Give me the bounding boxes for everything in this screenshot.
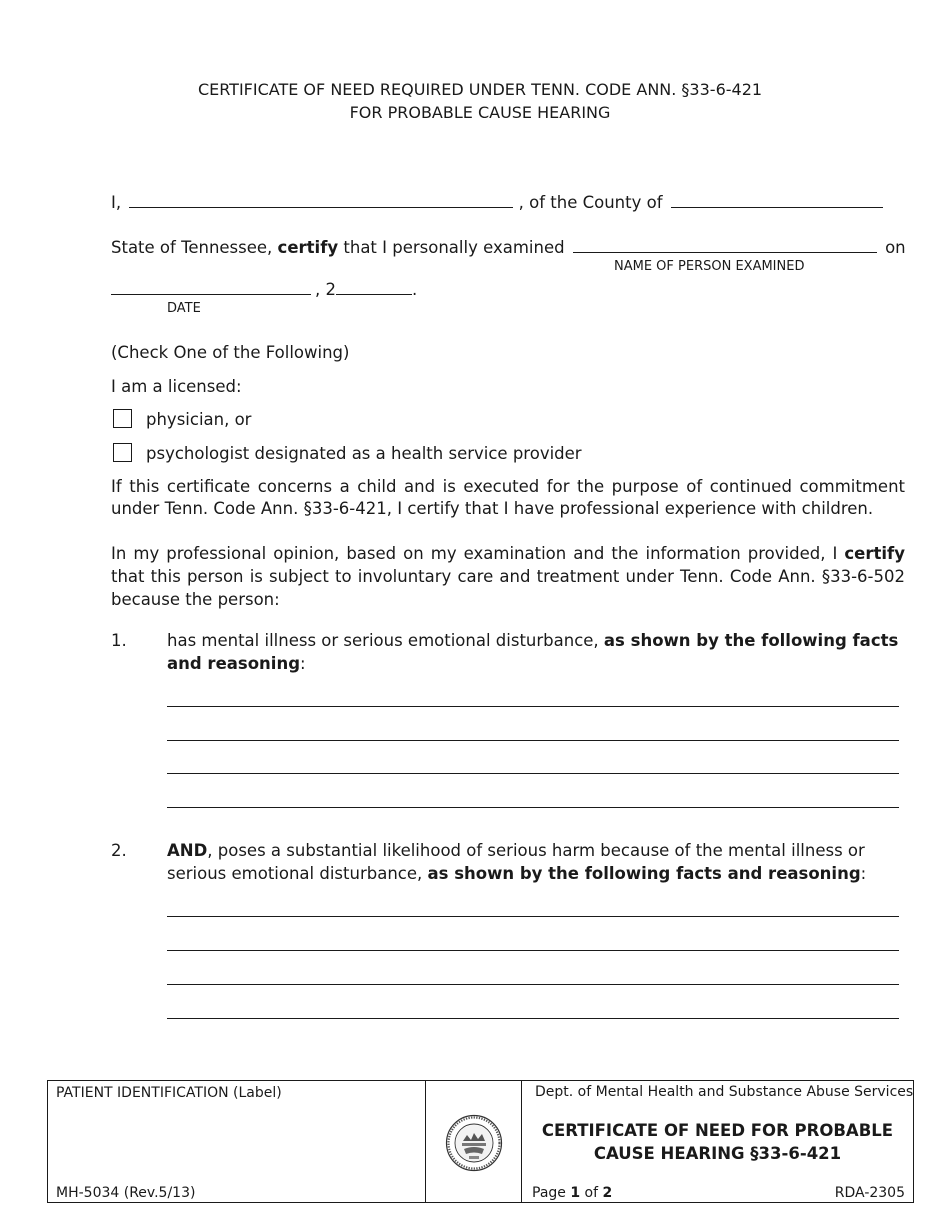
patient-id-label: PATIENT IDENTIFICATION (Label) (56, 1085, 282, 1101)
child-paragraph-line-1: If this certificate concerns a child and is executed for the purpose of continued commitment (111, 477, 905, 496)
opinion-certify-bold: certify (844, 544, 905, 563)
state-text: State of Tennessee, (111, 238, 278, 257)
item-1-number: 1. (111, 631, 127, 650)
opinion-text: In my professional opinion, based on my examination and the information provided, I (111, 544, 845, 563)
person-examined-field[interactable] (573, 236, 877, 253)
examiner-prefix: I, (111, 193, 122, 212)
form-title-line-1: CERTIFICATE OF NEED REQUIRED UNDER TENN. CODE ANN. §33-6-421 (197, 80, 763, 99)
item-1-bold: as shown by the following facts (603, 631, 899, 650)
page-of: of (580, 1185, 603, 1201)
seal-cell (426, 1081, 522, 1202)
form-footer-title (522, 1119, 913, 1165)
item-1-answer-line[interactable] (167, 706, 899, 707)
license-lead: I am a licensed: (111, 377, 242, 396)
item-1-bold-2: and reasoning (167, 654, 301, 673)
item-2-line-1 (167, 839, 865, 862)
date-period: . (412, 280, 418, 299)
item-2-and-bold: AND (167, 841, 208, 860)
date-field[interactable] (111, 278, 311, 295)
year-prefix: , 2 (315, 280, 336, 299)
form-info-cell (522, 1081, 913, 1202)
item-2-answer-line[interactable] (167, 950, 899, 951)
person-examined-caption: NAME OF PERSON EXAMINED (614, 259, 805, 274)
date-caption: DATE (167, 301, 201, 316)
county-label: , of the County of (518, 193, 663, 212)
child-paragraph-line-2: under Tenn. Code Ann. §33-6-421, I certify that I have professional experience with children. (111, 499, 874, 518)
examined-text: that I personally examined (338, 238, 565, 257)
item-2-answer-line[interactable] (167, 984, 899, 985)
page-current: 1 (570, 1185, 581, 1201)
page-total: 2 (602, 1185, 613, 1201)
item-1-answer-line[interactable] (167, 740, 899, 741)
psychologist-checkbox[interactable] (113, 443, 132, 462)
item-2-answer-line[interactable] (167, 916, 899, 917)
page-indicator (532, 1184, 612, 1202)
county-field[interactable] (671, 191, 883, 208)
item-2-text-2: serious emotional disturbance, (167, 864, 428, 883)
item-1-line-2 (167, 652, 306, 675)
date-line (111, 278, 417, 301)
certify-bold: certify (277, 238, 339, 257)
item-2-line-2 (167, 862, 866, 885)
year-field[interactable] (336, 278, 412, 295)
item-1-line-1 (167, 629, 898, 652)
physician-checkbox[interactable] (113, 409, 132, 428)
on-text: on (885, 238, 906, 257)
rda-number: RDA-2305 (834, 1185, 905, 1201)
psychologist-label: psychologist designated as a health service provider (146, 444, 582, 463)
opinion-line-1 (111, 543, 905, 566)
physician-label: physician, or (146, 410, 252, 429)
examiner-name-field[interactable] (129, 191, 513, 208)
item-1-colon: : (300, 654, 306, 673)
item-2-colon: : (860, 864, 867, 883)
opinion-line-3: because the person: (111, 590, 280, 609)
item-1-answer-line[interactable] (167, 773, 899, 774)
check-instruction: (Check One of the Following) (111, 343, 350, 362)
item-2-bold: as shown by the following facts and reasoning (427, 864, 861, 883)
certify-line (111, 236, 906, 259)
form-title-line-2: FOR PROBABLE CAUSE HEARING (349, 103, 611, 122)
item-2-text: , poses a substantial likelihood of serious harm because of the mental illness or (207, 841, 865, 860)
examiner-line (111, 191, 883, 214)
page-word: Page (532, 1185, 571, 1201)
item-1-answer-line[interactable] (167, 807, 899, 808)
form-number: MH-5034 (Rev.5/13) (56, 1185, 196, 1201)
patient-id-cell[interactable] (48, 1081, 426, 1202)
item-2-number: 2. (111, 841, 127, 860)
form-footer-title-line-2: CAUSE HEARING §33-6-421 (593, 1144, 842, 1163)
opinion-line-2: that this person is subject to involuntary care and treatment under Tenn. Code Ann. §33-6-502 (111, 567, 905, 586)
item-2-answer-line[interactable] (167, 1018, 899, 1019)
footer-box (47, 1080, 914, 1203)
form-footer-title-line-1: CERTIFICATE OF NEED FOR PROBABLE (541, 1121, 894, 1140)
department-name: Dept. of Mental Health and Substance Abuse Services (535, 1084, 914, 1100)
item-1-text: has mental illness or serious emotional disturbance, (167, 631, 604, 650)
state-seal-icon (445, 1114, 503, 1172)
